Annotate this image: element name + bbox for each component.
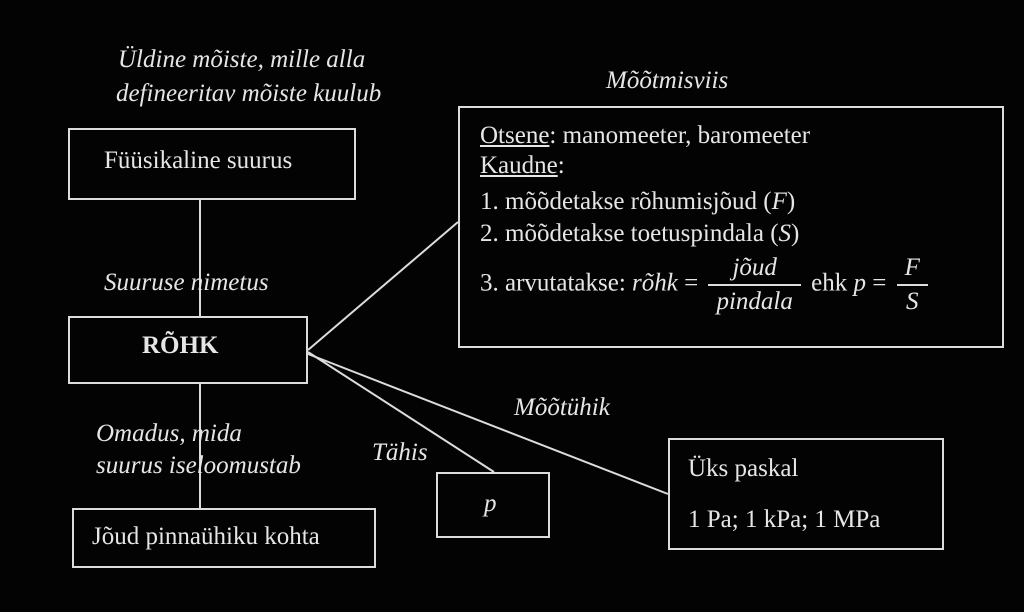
uks-paskal-line1: Üks paskal: [688, 455, 799, 482]
step2-close: ): [791, 220, 800, 247]
ehk-word: ehk: [811, 269, 848, 297]
fyysikaline-suurus-text: Füüsikaline suurus: [104, 147, 293, 174]
step1-text: 1. mõõdetakse rõhumisjõud (: [480, 188, 772, 215]
nimetus-label: Suuruse nimetus: [104, 269, 269, 296]
otsene-value: : manomeeter, baromeeter: [549, 122, 811, 149]
uks-paskal-box: [668, 438, 944, 550]
step1-close: ): [786, 188, 796, 215]
fraction-pindala-denominator: pindala: [716, 288, 793, 315]
kaudne-colon: :: [557, 152, 565, 179]
joud-pinnauhiku-box: [72, 508, 376, 568]
fraction-s-denominator: S: [905, 288, 919, 315]
tahis-label: Tähis: [372, 439, 428, 466]
fraction-f-s: [897, 254, 928, 316]
omadus-label-line2: suurus iseloomustab: [96, 452, 301, 479]
fraction-joud-pindala: [708, 254, 800, 316]
equals-sign-1: =: [684, 269, 699, 297]
step2-line: [480, 220, 799, 248]
fyysikaline-suurus-box: [68, 128, 356, 200]
tahis-p-box: [436, 472, 550, 538]
top-label: [118, 43, 381, 111]
rohk-text: RÕHK: [142, 332, 219, 359]
uks-paskal-line2: 1 Pa; 1 kPa; 1 MPa: [688, 506, 881, 533]
tahis-p-text: p: [484, 490, 497, 517]
rohk-box: [68, 316, 308, 384]
fraction-f-numerator: F: [897, 254, 928, 286]
step3-text: 3. arvutatakse:: [480, 269, 633, 297]
step1-var: F: [771, 188, 787, 215]
mootmisviis-label: Mõõtmisviis: [606, 67, 729, 94]
kaudne-line: [480, 152, 565, 180]
kaudne-key: Kaudne: [480, 152, 558, 179]
step1-line: [480, 188, 795, 216]
joud-pinnauhiku-text: Jõud pinnaühiku kohta: [92, 523, 320, 550]
omadus-label-line1: Omadus, mida: [96, 420, 242, 447]
top-label-line2: defineeritav mõiste kuulub: [116, 80, 382, 107]
step2-var: S: [778, 220, 792, 247]
p-symbol: p: [853, 269, 866, 297]
otsene-line: [480, 122, 810, 150]
otsene-key: Otsene: [480, 122, 550, 149]
step2-text: 2. mõõdetakse toetuspindala (: [480, 220, 779, 247]
mootmisviis-box: [458, 106, 1004, 348]
fraction-joud-numerator: jõud: [708, 254, 800, 286]
step3-word: rõhk: [632, 269, 678, 297]
line-rohk-mootmisviis: [308, 222, 458, 350]
mootuhik-label: Mõõtühik: [514, 394, 610, 421]
top-label-line1: Üldine mõiste, mille alla: [118, 46, 366, 73]
step3-line: [480, 254, 932, 316]
omadus-label: [96, 418, 301, 482]
equals-sign-2: =: [872, 269, 887, 297]
